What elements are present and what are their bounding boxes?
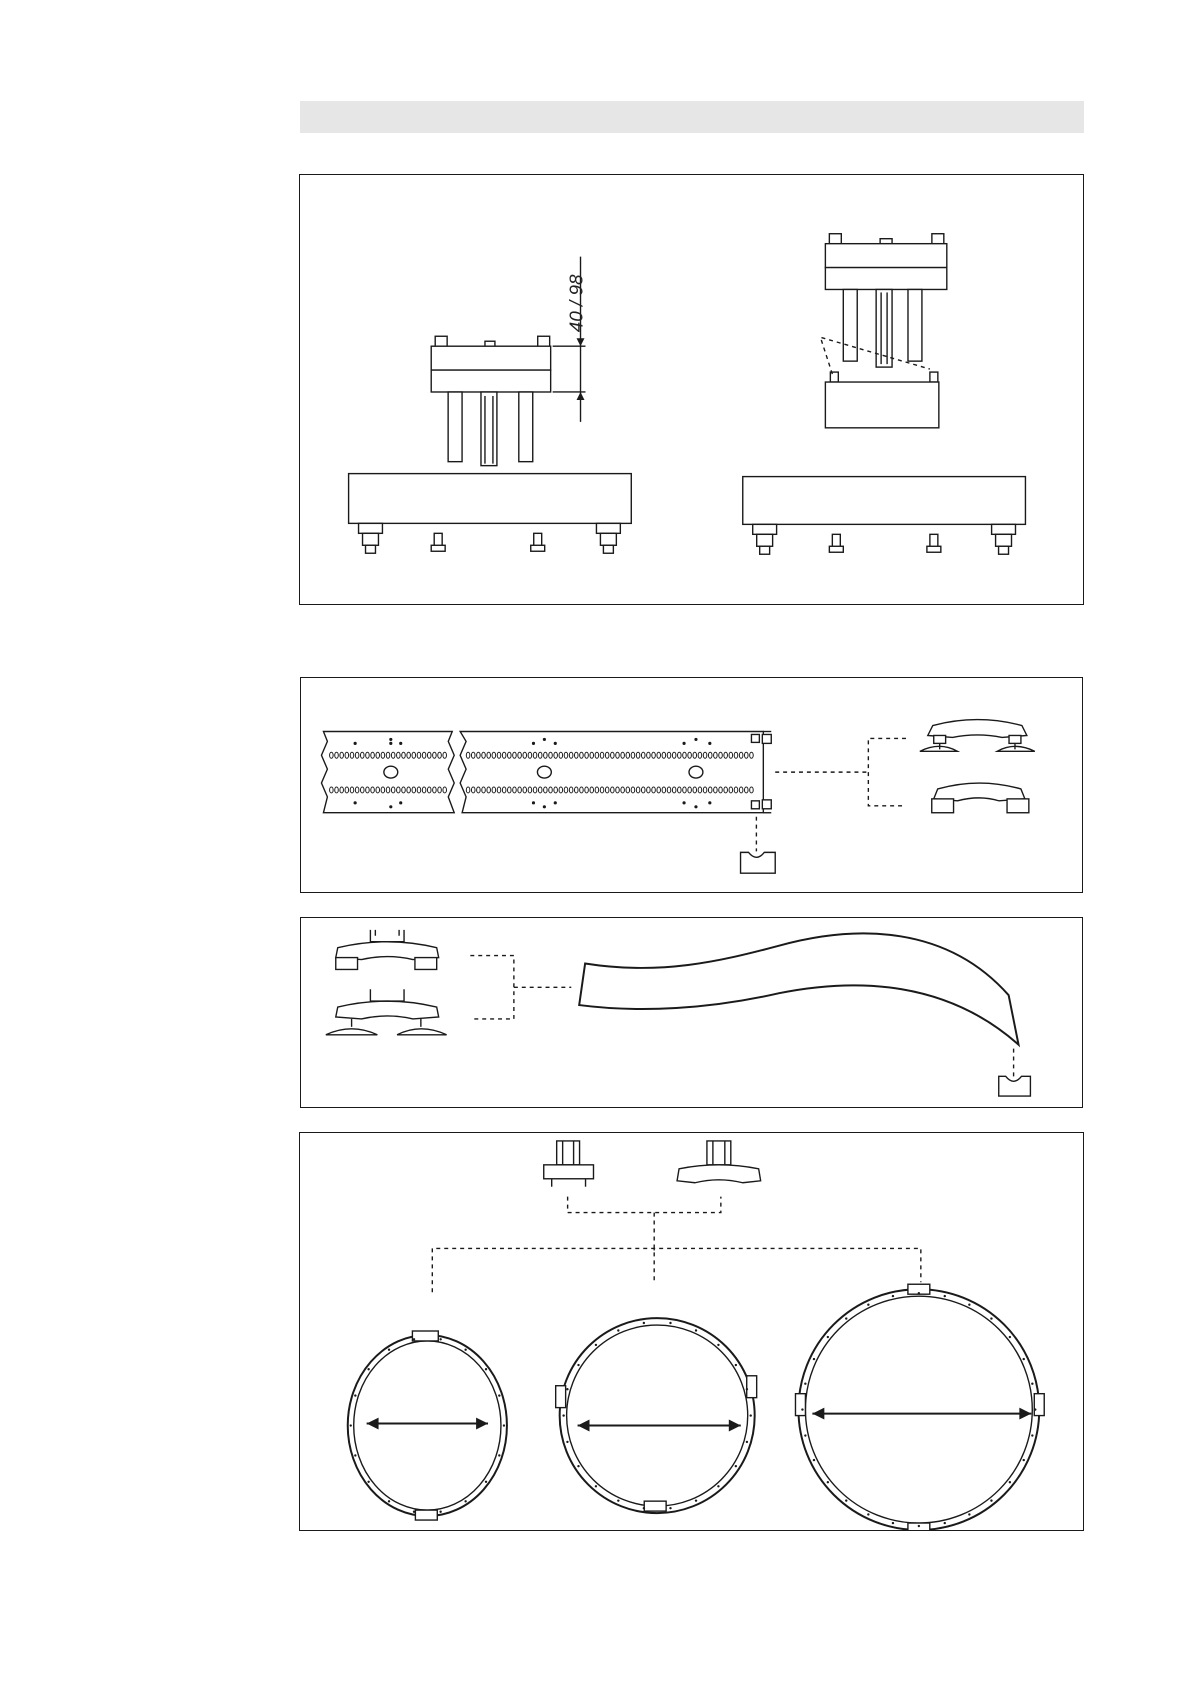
mounting-bracket-block-icon: [336, 930, 439, 970]
figure-panel-flexible-rail: [300, 917, 1083, 1108]
clamping-module-exploded-icon: [743, 234, 1026, 555]
figure-panel-height-adjustment: [299, 174, 1084, 605]
flexible-rail-drawing: [301, 918, 1082, 1107]
ring-bracket-icon: [544, 1141, 594, 1187]
ring-bracket-curved-icon: [677, 1141, 761, 1183]
section-title-bar: [300, 101, 1084, 133]
mounting-bracket-block-icon: [932, 783, 1029, 813]
ring-guide-drawing: [300, 1133, 1083, 1530]
dimension-label: 40 / 98: [566, 274, 588, 333]
diameter-arrow: [367, 1418, 488, 1430]
mounting-bracket-icon: [920, 720, 1035, 752]
diameter-arrow: [812, 1408, 1031, 1420]
rail-icon: [321, 732, 771, 813]
clamping-module-drawing: [300, 175, 1083, 604]
clamping-module-icon: [349, 257, 632, 554]
support-foot-icon: [999, 1076, 1031, 1096]
straight-rail-drawing: [301, 678, 1082, 892]
support-foot-icon: [741, 852, 776, 873]
diameter-arrow: [578, 1420, 741, 1432]
figure-panel-straight-rail: [300, 677, 1083, 893]
figure-panel-ring-guides: [299, 1132, 1084, 1531]
ring-guide-small-icon: [348, 1331, 507, 1520]
ring-guide-large-icon: [795, 1284, 1044, 1530]
flexible-rail-icon: [579, 933, 1018, 1044]
ring-guide-medium-icon: [556, 1318, 757, 1513]
mounting-bracket-suction-icon: [326, 989, 447, 1035]
